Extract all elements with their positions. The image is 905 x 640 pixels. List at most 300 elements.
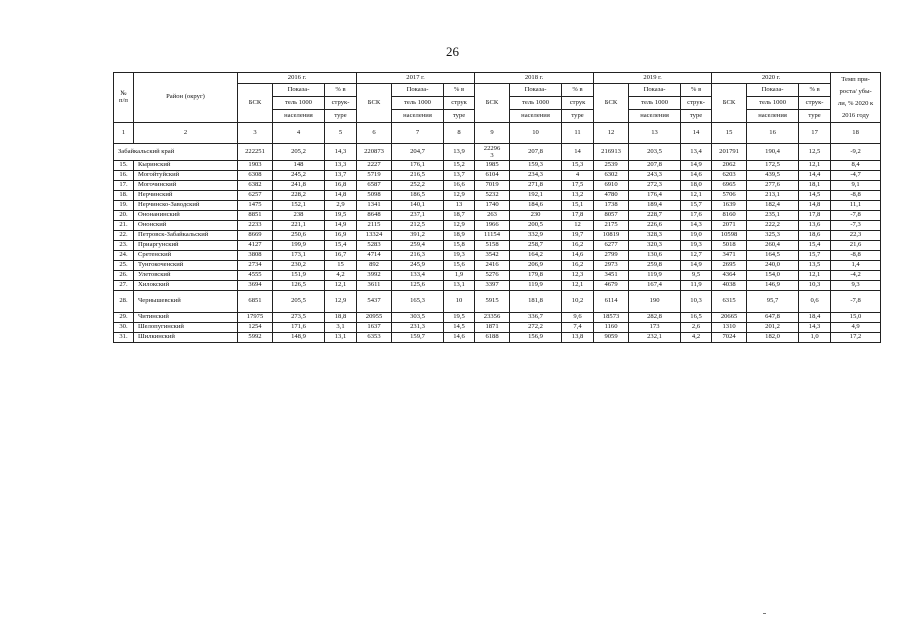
row-value: 14,6 [562, 251, 594, 261]
row-value: 205,2 [273, 144, 325, 161]
row-value: 245,2 [273, 171, 325, 181]
row-value: 165,3 [392, 291, 444, 313]
row-value: 2799 [594, 251, 629, 261]
row-value: 172,5 [747, 161, 799, 171]
row-value: 1738 [594, 201, 629, 211]
header-pokazatel: тель 1000 [747, 97, 799, 110]
header-pct: % в [562, 84, 594, 97]
row-value: 5018 [712, 241, 747, 251]
header-pokazatel: тель 1000 [629, 97, 681, 110]
row-value: 5283 [357, 241, 392, 251]
column-number: 3 [238, 123, 273, 144]
row-value: 6353 [357, 333, 392, 343]
row-value: 20955 [357, 313, 392, 323]
row-number: 16. [114, 171, 134, 181]
row-number: 15. [114, 161, 134, 171]
row-value: 12 [562, 221, 594, 231]
header-year: 2017 г. [357, 73, 475, 84]
row-value: 2695 [712, 261, 747, 271]
row-value: 190 [629, 291, 681, 313]
header-growth-line: Темп при- [841, 75, 870, 83]
row-value: 18573 [594, 313, 629, 323]
row-value: 237,1 [392, 211, 444, 221]
row-value: 176,1 [392, 161, 444, 171]
row-value: 226,6 [629, 221, 681, 231]
column-number: 9 [475, 123, 510, 144]
column-number: 16 [747, 123, 799, 144]
row-value: 241,8 [273, 181, 325, 191]
row-value: 14,6 [444, 333, 475, 343]
column-number: 1 [114, 123, 134, 144]
row-value: 2,9 [325, 201, 357, 211]
row-value: 16,2 [562, 261, 594, 271]
row-value: 20665 [712, 313, 747, 323]
row-value: 9059 [594, 333, 629, 343]
row-value: 18,9 [444, 231, 475, 241]
row-value: 19,5 [444, 313, 475, 323]
row-value: 167,4 [629, 281, 681, 291]
row-value: 277,6 [747, 181, 799, 191]
row-value: 14,9 [681, 261, 712, 271]
row-value: 201,2 [747, 323, 799, 333]
row-number: 20. [114, 211, 134, 221]
row-value: 13,4 [681, 144, 712, 161]
row-value: 2062 [712, 161, 747, 171]
row-value: 5706 [712, 191, 747, 201]
row-number: 28. [114, 291, 134, 313]
row-value: 4,9 [831, 323, 881, 333]
table-row [114, 271, 881, 281]
row-value: 238 [273, 211, 325, 221]
row-value: 15,7 [681, 201, 712, 211]
row-value: 1639 [712, 201, 747, 211]
row-value: 7,4 [562, 323, 594, 333]
row-value: -4,2 [831, 271, 881, 281]
row-number: 23. [114, 241, 134, 251]
table-row [114, 251, 881, 261]
row-value: 207,8 [510, 144, 562, 161]
header-pokazatel: тель 1000 [510, 97, 562, 110]
header-number-cell [114, 73, 134, 123]
row-value: 2071 [712, 221, 747, 231]
row-name: Нерчинский [134, 191, 238, 201]
table-row [114, 201, 881, 211]
row-value: 1903 [238, 161, 273, 171]
statistics-table [113, 72, 881, 343]
header-growth-line: ли, % 2020 к [837, 99, 874, 107]
row-value: 12,9 [444, 221, 475, 231]
row-value: 391,2 [392, 231, 444, 241]
header-pct: туре [325, 110, 357, 123]
row-value: 13,5 [799, 261, 831, 271]
header-pct: туре [799, 110, 831, 123]
column-number: 13 [629, 123, 681, 144]
row-value: 15,4 [799, 241, 831, 251]
column-number: 5 [325, 123, 357, 144]
row-number: 31. [114, 333, 134, 343]
row-value: 272,3 [629, 181, 681, 191]
row-value: 16,6 [444, 181, 475, 191]
row-value: 186,5 [392, 191, 444, 201]
header-column-numbers [114, 123, 881, 144]
header-pct: струк [444, 97, 475, 110]
row-value: 5232 [475, 191, 510, 201]
row-value: 19,0 [681, 231, 712, 241]
row-value: 5992 [238, 333, 273, 343]
header-pct: % в [681, 84, 712, 97]
row-value: 11,1 [831, 201, 881, 211]
row-value: 5719 [357, 171, 392, 181]
header-pokazatel: Показа- [273, 84, 325, 97]
row-value: 4714 [357, 251, 392, 261]
row-value: 22,3 [831, 231, 881, 241]
row-value: 14,9 [681, 161, 712, 171]
row-value: 10,3 [799, 281, 831, 291]
row-name: Забайкальский край [114, 144, 238, 161]
row-value: 245,9 [392, 261, 444, 271]
row-value: 222251 [238, 144, 273, 161]
row-value: 2539 [594, 161, 629, 171]
row-value: 6382 [238, 181, 273, 191]
header-year: 2018 г. [475, 73, 594, 84]
row-value: 1,0 [799, 333, 831, 343]
row-value: 9,5 [681, 271, 712, 281]
header-pct: % в [444, 84, 475, 97]
table-row [114, 323, 881, 333]
row-value: 17975 [238, 313, 273, 323]
header-bsk: БСК [357, 84, 392, 123]
header-pokazatel: населения [629, 110, 681, 123]
row-value: -4,7 [831, 171, 881, 181]
row-value: -9,2 [831, 144, 881, 161]
row-value: 3471 [712, 251, 747, 261]
row-value: 14,5 [444, 323, 475, 333]
row-value: 14,9 [325, 221, 357, 231]
row-value: 6188 [475, 333, 510, 343]
row-value: 148,9 [273, 333, 325, 343]
row-value: 201791 [712, 144, 747, 161]
row-value: 18,0 [681, 181, 712, 191]
row-value: 16,8 [325, 181, 357, 191]
row-value: 12,1 [562, 281, 594, 291]
row-value: 4364 [712, 271, 747, 281]
header-region: Район (округ) [134, 73, 238, 123]
row-value: 325,3 [747, 231, 799, 241]
row-number: 17. [114, 181, 134, 191]
row-value: 190,4 [747, 144, 799, 161]
row-value: 13,6 [799, 221, 831, 231]
row-value: 184,6 [510, 201, 562, 211]
row-value: 258,7 [510, 241, 562, 251]
header-pct: туре [444, 110, 475, 123]
row-value: 4,2 [681, 333, 712, 343]
row-value: 1,9 [444, 271, 475, 281]
row-number: 24. [114, 251, 134, 261]
row-name: Могойтуйский [134, 171, 238, 181]
row-value: 173 [629, 323, 681, 333]
row-value: 9,3 [831, 281, 881, 291]
row-value: 15,0 [831, 313, 881, 323]
header-year: 2019 г. [594, 73, 712, 84]
row-value: 23356 [475, 313, 510, 323]
row-value: 221,1 [273, 221, 325, 231]
header-pct: туре [681, 110, 712, 123]
row-value: 7019 [475, 181, 510, 191]
row-value: 222,2 [747, 221, 799, 231]
row-value: 199,9 [273, 241, 325, 251]
row-value: 14,8 [325, 191, 357, 201]
column-number: 14 [681, 123, 712, 144]
row-value: 140,1 [392, 201, 444, 211]
row-value: 179,8 [510, 271, 562, 281]
row-value: 1341 [357, 201, 392, 211]
row-value: 13,3 [325, 161, 357, 171]
row-value: 130,6 [629, 251, 681, 261]
row-value: 14 [562, 144, 594, 161]
row-number: 25. [114, 261, 134, 271]
row-value: 259,4 [392, 241, 444, 251]
row-value: 1475 [238, 201, 273, 211]
row-name: Улетовский [134, 271, 238, 281]
row-value: 13,1 [325, 333, 357, 343]
table-row [114, 313, 881, 323]
row-name: Тунгокоченский [134, 261, 238, 271]
row-value: 148 [273, 161, 325, 171]
table-row [114, 291, 881, 313]
row-value: 16,5 [681, 313, 712, 323]
row-value: 3992 [357, 271, 392, 281]
row-value: 10 [444, 291, 475, 313]
row-value: 17,5 [562, 181, 594, 191]
row-value: 151,9 [273, 271, 325, 281]
row-value: 272,2 [510, 323, 562, 333]
row-value: 2416 [475, 261, 510, 271]
row-name: Читинский [134, 313, 238, 323]
row-value: -7,3 [831, 221, 881, 231]
row-value: 240,0 [747, 261, 799, 271]
row-value: 156,9 [510, 333, 562, 343]
row-value: 10819 [594, 231, 629, 241]
row-value: 13,7 [325, 171, 357, 181]
row-value: 164,5 [747, 251, 799, 261]
row-value: 15,7 [799, 251, 831, 261]
row-value: 11,9 [681, 281, 712, 291]
header-years-row [114, 73, 881, 84]
row-value: 164,2 [510, 251, 562, 261]
row-value: 182,4 [747, 201, 799, 211]
row-value: 14,6 [681, 171, 712, 181]
row-value: 173,1 [273, 251, 325, 261]
row-value: 216,3 [392, 251, 444, 261]
row-value: 8669 [238, 231, 273, 241]
table-row [114, 191, 881, 201]
row-value: 216913 [594, 144, 629, 161]
row-value: 273,5 [273, 313, 325, 323]
row-value: 16,7 [325, 251, 357, 261]
row-value: 5098 [357, 191, 392, 201]
row-name: Шелопугинский [134, 323, 238, 333]
header-number-sub: п/п [119, 96, 128, 104]
row-value: 4038 [712, 281, 747, 291]
row-value: 11154 [475, 231, 510, 241]
row-name: Хилокский [134, 281, 238, 291]
row-value: 13,2 [562, 191, 594, 201]
row-value: 95,7 [747, 291, 799, 313]
row-value: 6910 [594, 181, 629, 191]
row-value: 18,8 [325, 313, 357, 323]
row-value: 1637 [357, 323, 392, 333]
table-row [114, 161, 881, 171]
row-value: 133,4 [392, 271, 444, 281]
row-value: 119,9 [629, 271, 681, 281]
row-value: 13,9 [444, 144, 475, 161]
row-value: 12,1 [325, 281, 357, 291]
row-value: 192,1 [510, 191, 562, 201]
header-pokazatel: Показа- [747, 84, 799, 97]
row-value: 6587 [357, 181, 392, 191]
column-number: 17 [799, 123, 831, 144]
row-value: 3,1 [325, 323, 357, 333]
row-value: -8,8 [831, 191, 881, 201]
row-value: 328,3 [629, 231, 681, 241]
row-value: 14,5 [799, 191, 831, 201]
row-value: 18,4 [799, 313, 831, 323]
table-row [114, 241, 881, 251]
column-number: 6 [357, 123, 392, 144]
row-value: 15,4 [325, 241, 357, 251]
row-value: 216,5 [392, 171, 444, 181]
row-number: 19. [114, 201, 134, 211]
row-value: 16,2 [562, 241, 594, 251]
row-number: 18. [114, 191, 134, 201]
scan-mark [763, 613, 766, 614]
row-value: 17,8 [799, 211, 831, 221]
row-value: 206,9 [510, 261, 562, 271]
row-value: 9,6 [562, 313, 594, 323]
header-pokazatel: тель 1000 [273, 97, 325, 110]
row-value: 0,6 [799, 291, 831, 313]
row-value: 18,1 [799, 181, 831, 191]
row-value: 2175 [594, 221, 629, 231]
header-pct: % в [325, 84, 357, 97]
row-value: 205,5 [273, 291, 325, 313]
row-value: 15,2 [444, 161, 475, 171]
row-name: Сретенский [134, 251, 238, 261]
row-value: 125,6 [392, 281, 444, 291]
row-value: 2973 [594, 261, 629, 271]
column-number: 4 [273, 123, 325, 144]
column-number: 15 [712, 123, 747, 144]
row-value: 12,5 [799, 144, 831, 161]
row-value: 19,7 [562, 231, 594, 241]
column-number: 10 [510, 123, 562, 144]
row-value: 243,3 [629, 171, 681, 181]
row-value: 3808 [238, 251, 273, 261]
row-value: 282,8 [629, 313, 681, 323]
row-value: 1985 [475, 161, 510, 171]
column-number: 18 [831, 123, 881, 144]
row-number: 29. [114, 313, 134, 323]
row-value: 250,6 [273, 231, 325, 241]
row-value: 17,2 [831, 333, 881, 343]
row-value: 4 [562, 171, 594, 181]
row-value: 336,7 [510, 313, 562, 323]
header-bsk: БСК [238, 84, 273, 123]
row-name: Ононский [134, 221, 238, 231]
row-name: Шилкинский [134, 333, 238, 343]
header-pokazatel: населения [273, 110, 325, 123]
column-number: 2 [134, 123, 238, 144]
row-value: 12,1 [799, 161, 831, 171]
row-name: Могочинский [134, 181, 238, 191]
row-value: 189,4 [629, 201, 681, 211]
table-row [114, 221, 881, 231]
table-row [114, 231, 881, 241]
row-value: 1,4 [831, 261, 881, 271]
header-pokazatel: Показа- [629, 84, 681, 97]
row-value: 8057 [594, 211, 629, 221]
table-row [114, 281, 881, 291]
header-year: 2016 г. [238, 73, 357, 84]
header-growth-line: роста/ убы- [839, 87, 872, 95]
page-number: 26 [446, 44, 459, 59]
row-name: Петровск-Забайкальский [134, 231, 238, 241]
row-value: 14,3 [799, 323, 831, 333]
row-value: 15,1 [562, 201, 594, 211]
row-value: 4780 [594, 191, 629, 201]
row-name: Ононанинский [134, 211, 238, 221]
table-row [114, 211, 881, 221]
row-value: 252,2 [392, 181, 444, 191]
row-value: 263 [475, 211, 510, 221]
row-value: 13324 [357, 231, 392, 241]
table-row [114, 181, 881, 191]
column-number: 12 [594, 123, 629, 144]
column-number: 8 [444, 123, 475, 144]
row-value: 2,6 [681, 323, 712, 333]
row-value: 159,3 [510, 161, 562, 171]
row-value: 21,6 [831, 241, 881, 251]
row-value: 4679 [594, 281, 629, 291]
row-value: 3611 [357, 281, 392, 291]
row-value: 119,9 [510, 281, 562, 291]
header-pokazatel: населения [392, 110, 444, 123]
row-value: 271,8 [510, 181, 562, 191]
row-value: 19,3 [681, 241, 712, 251]
row-value: 2233 [238, 221, 273, 231]
row-value: 6302 [594, 171, 629, 181]
row-value: 4,2 [325, 271, 357, 281]
row-value: 8851 [238, 211, 273, 221]
row-value: 159,7 [392, 333, 444, 343]
row-value: -7,8 [831, 291, 881, 313]
header-pct: струк- [325, 97, 357, 110]
row-value: 171,6 [273, 323, 325, 333]
row-value: -8,8 [831, 251, 881, 261]
row-value: 3694 [238, 281, 273, 291]
row-value: 5915 [475, 291, 510, 313]
row-value: 15,6 [444, 261, 475, 271]
header-growth [831, 73, 881, 123]
row-value: 204,7 [392, 144, 444, 161]
row-value: 19,3 [444, 251, 475, 261]
row-value: 5437 [357, 291, 392, 313]
header-pokazatel: Показа- [510, 84, 562, 97]
row-value: 6965 [712, 181, 747, 191]
table-row [114, 171, 881, 181]
header-pokazatel: населения [747, 110, 799, 123]
header-pct: туре [562, 110, 594, 123]
